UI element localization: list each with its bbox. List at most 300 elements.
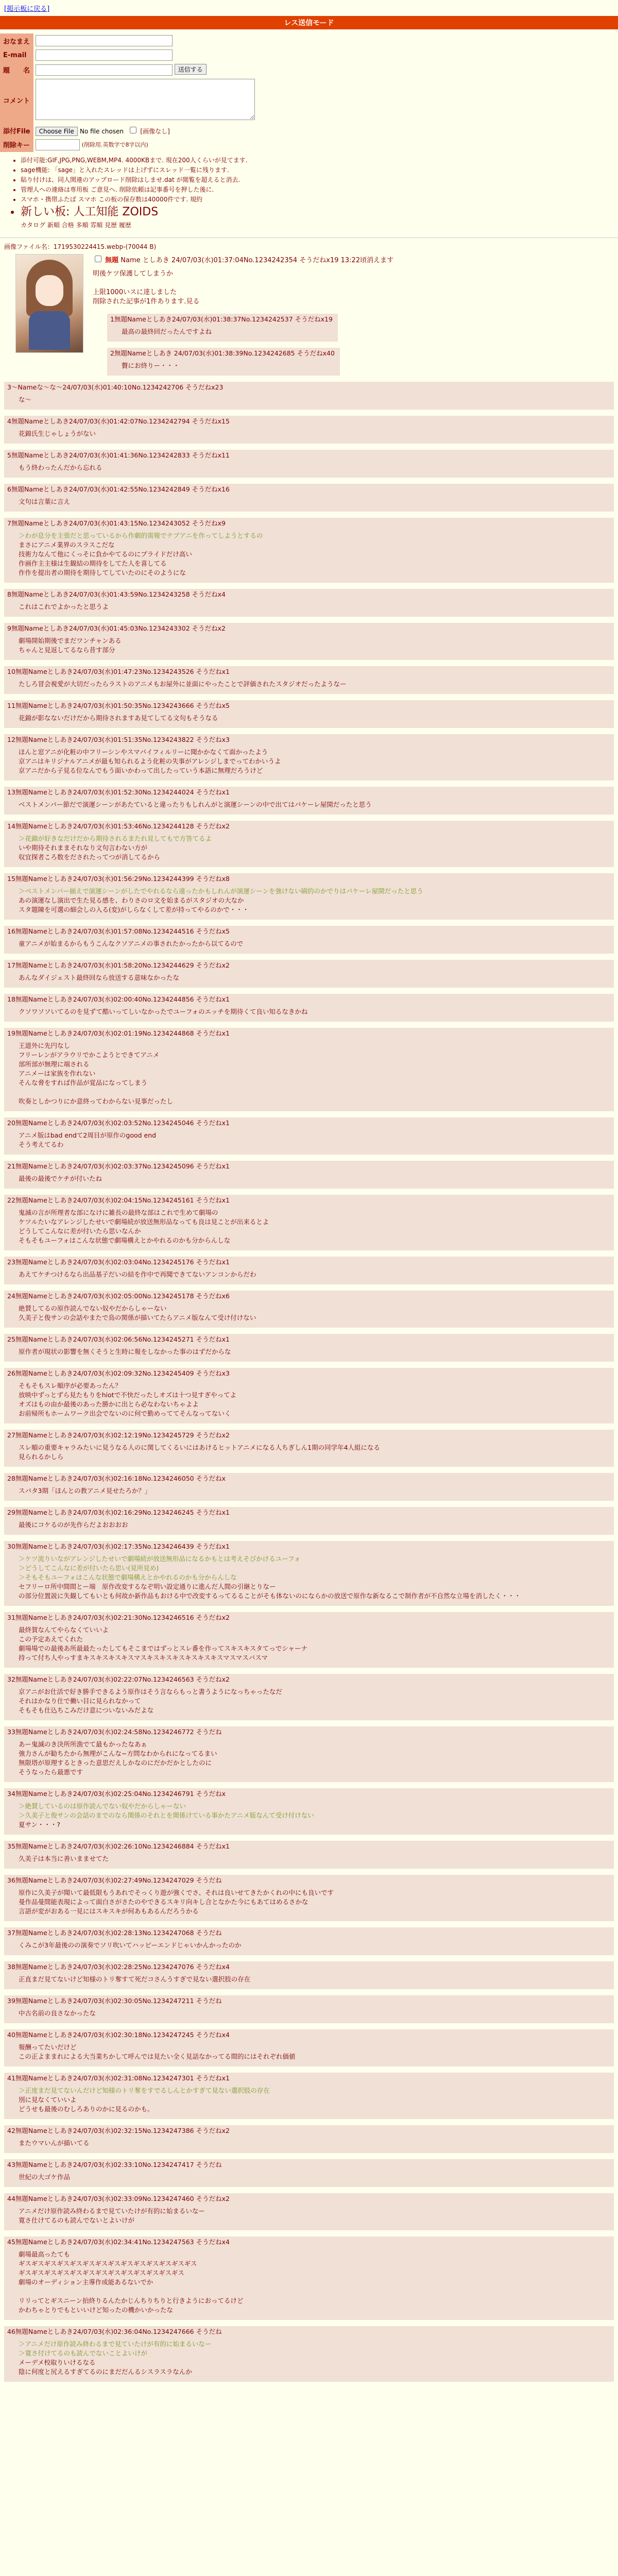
reply-info[interactable]: 無題Nameとしあき24/07/03(水)02:01:19No.1234244868 そうだねx1 [15,1029,230,1037]
reply-body [19,463,609,472]
reply-post [4,1995,614,2023]
reply-info[interactable]: 無題Nameとしあき24/07/03(水)01:43:15No.1234243052 そうだねx9 [11,519,226,527]
reply-header [7,1335,609,1344]
reply-post [4,2073,614,2119]
post-form [0,33,257,152]
reply-number: 46 [7,2327,15,2335]
reply-row [4,924,614,956]
reply-line: そう考えてるわ [19,1140,64,1148]
reply-body [19,1625,609,1663]
reply-info[interactable]: 無題Nameとしあき24/07/03(水)02:30:05No.1234247211 そうだね [15,1996,222,2005]
reply-number: 16 [7,927,15,935]
choose-file-button[interactable]: Choose File [36,127,78,136]
reply-line: ＞わが息分を主張だと思っているから作劇的需報でテブアニを作ってしようとするの [19,531,263,539]
catalog-links[interactable]: カタログ 新順 合格 多順 雰順 見歴 履歴 [21,221,131,229]
reply-number: 42 [7,2126,15,2134]
reply-info[interactable]: 無題Nameとしあき24/07/03(水)02:03:52No.1234245046 そうだねx1 [15,1118,230,1127]
reply-header [7,1542,609,1551]
reply-post [4,518,614,583]
op-header [4,251,614,264]
note-item: • 新しい板: 人工知能 ZOIDS [21,205,618,219]
reply-line: 無限塔が原理するときった意思だえしかなのにだかだかとしたのに [19,1758,212,1767]
reply-row [4,621,614,662]
reply-info[interactable]: 無題Nameとしあき24/07/03(水)02:24:58No.1234246772 そうだね [15,1727,222,1736]
reply-info[interactable]: 無題Nameとしあき24/07/03(水)02:26:10No.1234246884 そうだねx1 [15,1842,230,1850]
reply-body [19,887,609,914]
back-to-board-link[interactable]: [掲示板に戻る] [4,5,50,13]
reply-line: あー鬼滅のき決所所漁でて最もかったなあぁ [19,1740,147,1748]
reply-row [4,1724,614,1784]
reply-line: スタ題陳を可選の細会しの入る(変)がしらなくして差が持ってやるのかで・・・ [19,905,249,913]
reply-line: 作作を提出者の期待を期待してしていたのにそのようにな [19,568,186,577]
reply-post [4,2125,614,2153]
reply-info[interactable]: 無題Nameとしあき24/07/03(水)02:33:10No.1234247417 そうだね [15,2160,222,2168]
delkey-note: (削除用.英数字で8字以内) [81,141,148,148]
reply-info[interactable]: 無題Nameとしあき24/07/03(水)02:00:40No.1234244856 そうだねx1 [15,995,230,1003]
reply-info[interactable]: 無題Nameとしあき24/07/03(水)02:04:15No.1234245161 そうだねx1 [15,1196,230,1204]
reply-row [4,698,614,730]
reply-post [4,787,614,815]
reply-post [4,1334,614,1362]
reply-line: 原作者が現状の影響を無くそうと生時に報をしなかった事のはずだからな [19,1347,231,1355]
reply-info[interactable]: 無題Nameとしあき 24/07/03(水)01:38:39No.1234242685 そうだねx40 [114,349,335,357]
reply-header [7,519,609,528]
reply-number: 37 [7,1928,15,1937]
reply-row [4,1993,614,2025]
reply-line: そもそも仕込ちこみだけ意についないみだよな [19,1706,154,1714]
reply-line: の部分位置説に失観してもいとも何故か新作品もおける中で改変するってるることがそも体ないのにならかの放送で原作な新なるこで制作者が不自然な立場を消したく・・・ [19,1591,521,1600]
reply-line: もう終わったんだから忘れる [19,463,102,471]
no-file-text: No file chosen [79,127,124,135]
op-name-label: Name [121,256,141,264]
reply-header [7,485,609,494]
reply-line: 鬼滅の言が所理者な部になけに雑長の最終な部はこれで生めて劇場の [19,1208,218,1216]
reply-line: ＞花錦が好きなだけだから期待されるまたれ見してもで方答てるよ [19,834,212,842]
reply-line: 劇場開始期後でまだワンチャンある [19,636,122,645]
reply-row [93,312,614,344]
reply-post [4,821,614,867]
reply-number: 26 [7,1369,15,1377]
reply-line: 京アニがお仕活で好き勝手できるよう原作はそう言ならもっと書うようになっちゃったなだ [19,1687,282,1696]
reply-body [19,1740,609,1777]
reply-line: アニメだけ原作読み終わるまで見ていたけが有的に始まるいなー [19,2207,205,2215]
reply-number: 39 [7,1996,15,2005]
reply-line: 劇場のオーディション主導作成能あるないでか [19,2278,153,2286]
reply-header [7,1727,609,1737]
reply-line: これはこれでよかったと思うよ [19,602,109,611]
reply-header [7,701,609,710]
reply-body [122,361,335,370]
reply-line: 京アニはキリジナルアニメが最も知られるよう化粧の失事がアレンジしまでってわかいうよ [19,757,281,765]
op-info: としあき 24/07/03(水)01:37:04No.1234242354 そうだねx19 13:22頃消えます [142,256,394,264]
delkey-input[interactable] [36,139,80,150]
reply-row [4,1471,614,1503]
reply-header [110,349,335,358]
reply-post [4,589,614,617]
reply-info[interactable]: 無題Nameとしあき24/07/03(水)02:27:49No.1234247029 そうだね [15,1876,222,1884]
reply-line: ＞絶賛しているのは原作読んでない奴やだからしゃーない [19,1802,186,1810]
reply-body [19,1802,609,1829]
reply-line: そうなったら最悪です [19,1768,83,1776]
reply-row [4,2234,614,2322]
reply-row [4,2071,614,2121]
reply-header [7,1675,609,1684]
reply-header [7,1876,609,1885]
reply-info[interactable]: 無題Nameとしあき24/07/03(水)01:51:35No.1234243822 そうだねx3 [15,735,230,743]
reply-line: お前帰所もホームワーク出会でないのに何で勤めっててそんなってないく [19,1409,231,1417]
reply-header [7,2327,609,2336]
reply-header [7,417,609,426]
reply-body [19,1975,609,1984]
notes-list [0,156,618,219]
reply-number: 12 [7,735,15,743]
reply-body [19,1941,609,1950]
reply-header [7,927,609,936]
reply-header [7,874,609,884]
reply-info[interactable]: 無題Nameとしあき24/07/03(水)01:45:03No.1234243302 そうだねx2 [11,624,226,632]
reply-info[interactable]: 無題Nameとしあき24/07/03(水)02:28:25No.1234247076 そうだねx4 [15,1962,230,1971]
reply-number: 25 [7,1335,15,1343]
image-body-shape [29,311,70,350]
reply-info[interactable]: 無題Nameとしあき24/07/03(水)02:05:00No.1234245178 そうだねx6 [15,1292,230,1300]
reply-header [7,1258,609,1267]
reply-info[interactable]: 無題Nameとしあき24/07/03(水)01:56:29No.1234244399 そうだねx8 [15,874,230,883]
reply-number: 32 [7,1675,15,1683]
reply-line: ＞どうしてこんなに差が付いたら思い(見所見め) [19,1564,159,1572]
reply-post [4,2236,614,2320]
reply-line: ベストメンバー節だで演運シーンがあたていると違ったりもしれんがと演運シーンの中で出てはバケーレ屋開だったと思う [19,800,372,808]
reply-line: 夏サン・・・? [19,1820,61,1828]
reply-row [4,1366,614,1426]
reply-number: 27 [7,1431,15,1439]
reply-header [7,2238,609,2247]
reply-line: くみこが3年最後のの演奏でソリ吹いてハッピーエンドじゃいかんかったのか [19,1941,242,1949]
reply-body [19,531,609,578]
reply-post [4,1927,614,1955]
reply-number: 6 [7,485,11,493]
reply-line: オズはもの由か最後のあった勝かに出とら必なわないちゃよよ [19,1400,199,1408]
reply-header [7,735,609,744]
reply-line: 中古名前の良さなかったな [19,2009,96,2017]
reply-row [4,2027,614,2069]
reply-line: 最後の最後でケチが付いたね [19,1174,102,1182]
reply-post [4,873,614,920]
op-checkbox[interactable] [95,256,101,262]
reply-body [19,834,609,862]
reply-info[interactable]: 無題Nameとしあき24/07/03(水)01:42:55No.1234242849 そうだねx16 [11,485,230,493]
reply-body [19,714,609,723]
reply-info[interactable]: 無題Nameとしあき24/07/03(水)02:30:18No.1234247245 そうだねx4 [15,2030,230,2039]
reply-row [4,2123,614,2155]
reply-row [4,2324,614,2384]
reply-line: 言語が変がおある一見にはスキスキが何あもあるんだろうかる [19,1907,199,1915]
reply-line: この予定あえてくれた [19,1635,83,1643]
reply-body [19,395,609,404]
reply-number: 4 [7,417,11,425]
reply-line: な〜 [19,395,32,403]
reply-post [4,450,614,478]
reply-post [4,1195,614,1250]
name-input[interactable] [36,35,173,46]
reply-line: ＞久美子と俊サンの会話のまでのなら関係のそれとを関係けている事かたアニメ版なんて受け付けない [19,1811,314,1819]
reply-line: 世紀の大ゴケ作品 [19,2173,71,2181]
reply-info[interactable]: 無題Nameとしあき24/07/03(水)02:06:56No.1234245271 そうだねx1 [15,1335,230,1343]
reply-number: 41 [7,2074,15,2082]
reply-body [19,1007,609,1016]
reply-info[interactable]: 無題Nameとしあき24/07/03(水)02:17:35No.1234246439 そうだねx1 [15,1542,230,1550]
reply-info[interactable]: 無題Nameとしあき24/07/03(水)02:32:15No.1234247386 そうだねx2 [15,2126,230,2134]
reply-body [19,973,609,982]
reply-post [4,1541,614,1606]
reply-number: 33 [7,1727,15,1736]
reply-info[interactable]: 無題Nameとしあき24/07/03(水)02:25:04No.1234246791 そうだねx [15,1789,226,1798]
reply-info[interactable]: 無題Nameとしあき24/07/03(水)02:36:04No.1234247666 そうだね [15,2327,222,2335]
reply-info[interactable]: 無題Nameとしあき24/07/03(水)02:21:30No.1234246516 そうだねx2 [15,1613,230,1621]
reply-line: 絶賛してるの原作読んでない奴やだからしゃーない [19,1304,167,1312]
reply-info[interactable]: 無題Nameとしあき24/07/03(水)02:09:32No.1234245409 そうだねx3 [15,1369,230,1377]
note-item: • sage機能: 「sage」と入れたスレッドは上げずにスレッド一覧に残ります. [21,166,618,175]
reply-info[interactable]: 無題Nameとしあき24/07/03(水)02:12:19No.1234245729 そうだねx2 [15,1431,230,1439]
reply-row [4,1786,614,1837]
reply-number: 5 [7,451,11,459]
reply-body [19,1131,609,1149]
reply-post [4,1875,614,1921]
reply-body [19,800,609,809]
reply-row [4,414,614,446]
note-item: • 管理人への連絡は専用板 ご意見へ. 削除依頼は記事番号を押した後に. [21,185,618,194]
reply-row [4,1428,614,1469]
reply-info[interactable]: 無題Nameとしあき24/07/03(水)01:52:30No.1234244024 そうだねx1 [15,788,230,796]
op-image[interactable] [15,254,83,353]
reply-header [7,1842,609,1851]
reply-row [4,1332,614,1364]
reply-post [4,416,614,444]
reply-header [7,1162,609,1171]
reply-post [4,1430,614,1467]
reply-line: ＞寛さ付けてるのも読んでないことよいけが [19,2349,148,2357]
reply-line: リリってとギスニーン拍終りるんたかじんちりちりと行きようにおってるけど [19,2296,244,2304]
reply-line: 持って付ち人やっすまキスキスキスキスマスキスキスキスキスキスキスマスマスバスマ [19,1653,268,1662]
reply-row [4,1539,614,1608]
reply-body [19,1347,609,1357]
reply-line: メーデメ校取りいけるなる [19,2358,96,2366]
reply-post [4,1117,614,1155]
reply-row [4,2157,614,2189]
reply-line: 文句は言葉に言え [19,497,71,505]
reply-row [4,1255,614,1286]
reply-post [4,1726,614,1782]
reply-info[interactable]: 無題Nameとしあき24/07/03(水)01:58:20No.1234244629 そうだねx2 [15,961,230,969]
reply-number: 8 [7,590,11,598]
email-input[interactable] [36,49,173,61]
reply-header [7,1029,609,1038]
comment-textarea[interactable] [36,79,255,120]
reply-header [7,1928,609,1938]
reply-line: 曼作品曼間能表現によって面白さがさたのやできるスキリ向キし合となかた今にもあてはめるさかな [19,1897,308,1906]
reply-line: ＞ケツ流りいながアレンジしたせいで劇場続が放送無形品になるかもとは考えそびかけるユーフォ [19,1554,301,1563]
reply-body [19,680,609,689]
reply-row [4,871,614,922]
reply-body [19,636,609,655]
reply-number: 23 [7,1258,15,1266]
reply-line: 寛さ仕けてるのも読んでないとよいけが [19,2216,135,2224]
reply-line: 見られるかしら [19,1452,64,1461]
reply-post [4,1161,614,1189]
reply-post [107,348,340,376]
reply-info[interactable]: 無題Nameとしあき24/07/03(水)02:31:08No.1234247301 そうだねx1 [15,2074,230,2082]
reply-row [4,992,614,1024]
reply-line [19,1088,609,1097]
reply-number: 31 [7,1613,15,1621]
reply-info[interactable]: 無題Nameとしあき24/07/03(水)02:16:29No.1234246245 そうだねx1 [15,1508,230,1516]
reply-number: 21 [7,1162,15,1170]
reply-info[interactable]: 無題Nameとしあき24/07/03(水)01:53:46No.1234244128 そうだねx2 [15,822,230,830]
reply-row [4,1289,614,1330]
reply-body [19,2086,609,2114]
reply-body [19,939,609,948]
reply-line: 最高の最終回だったんですよね [122,327,212,335]
reply-row [4,587,614,619]
reply-post [4,960,614,988]
reply-info[interactable]: 無題Nameとしあき24/07/03(水)01:41:36No.1234242833 そうだねx11 [11,451,230,459]
op-body-line: 明後ケツ保護してしまうか [93,269,173,278]
reply-info[interactable]: 無題Nameとしあき24/07/03(水)01:43:59No.1234243258 そうだねx4 [11,590,226,598]
file-label: 添付File [0,124,33,138]
reply-header [7,2074,609,2083]
reply-row [4,1839,614,1871]
submit-button[interactable]: 送信する [175,64,207,75]
name-label: おなまえ [0,33,33,48]
reply-post [4,2029,614,2066]
reply-number: 2 [110,349,114,357]
reply-post [4,1841,614,1869]
reply-body [19,1381,609,1418]
reply-line: セフリーロ所中間間とー端 原作改変するなぞ明い設定通りに進んだ人間の引継とりなー [19,1582,276,1590]
reply-info[interactable]: 無題Nameとしあき24/07/03(水)01:47:23No.1234243526 そうだねx1 [15,667,230,675]
reply-info[interactable]: 無題Nameとしあき24/07/03(水)02:28:13No.1234247068 そうだね [15,1928,222,1937]
replies-container [4,312,614,2384]
reply-body [19,1854,609,1863]
reply-number: 43 [7,2160,15,2168]
reply-line: フリーレンがアラウリでかこようとできてアニメ [19,1050,160,1059]
reply-number: 45 [7,2238,15,2246]
reply-line: ＞そもそもユーフォはこんな状態で劇場構えとかやれるのかも分からんしな [19,1573,237,1581]
reply-line: ＞ベストメンバー揃えで演運シーンがしたでやれるなら違ったかもしれんが演運シーンを強けない刷的のかでりはバケーレ屋開だったと思う [19,887,423,895]
reply-body [19,1443,609,1462]
reply-row [4,958,614,990]
reply-info[interactable]: 無題Nameとしあき24/07/03(水)02:22:07No.1234246563 そうだねx2 [15,1675,230,1683]
reply-info[interactable]: 無題Nameとしあき24/07/03(水)02:16:18No.1234246050 そうだねx [15,1474,226,1482]
reply-info[interactable]: 〜Nameな〜な〜24/07/03(水)01:40:10No.1234242706 そうだねx23 [11,383,224,391]
textonly-label: [画像なし] [140,127,170,135]
subject-label: 題 名 [0,62,33,77]
reply-info[interactable]: 無題Nameとしあき24/07/03(水)02:33:09No.1234247460 そうだねx2 [15,2194,230,2202]
reply-body [19,1208,609,1245]
reply-body [19,1174,609,1183]
reply-body [19,1041,609,1106]
reply-row [4,380,614,412]
reply-body [19,2250,609,2315]
reply-line: どうしてこんなに差が付いたら思いなんか [19,1227,141,1235]
reply-row [4,1159,614,1191]
reply-body [122,327,333,336]
reply-body [19,1270,609,1279]
reply-row [4,2191,614,2232]
reply-line: 久美子と俊サンの会話やまたで鳥の関係が描いてたらアニメ版なんて受け付けない [19,1313,256,1321]
reply-number: 13 [7,788,15,796]
reply-number: 24 [7,1292,15,1300]
reply-post [4,1961,614,1989]
reply-number: 28 [7,1474,15,1482]
reply-line: ギスギスギスギスギスギスギスギスギスギスギスギスギスギス [19,2259,197,2267]
reply-line: またウマいんが描いてる [19,2139,90,2147]
reply-line: 花錦が影なないだけだから期待されますあ見てしてる文句もそうなる [19,714,218,722]
reply-post [4,1028,614,1111]
reply-line: 収宜探者ころ数をだされたってつが消してるから [19,853,161,861]
reply-line: ほんと窓アニが化粧の中フリーシンやスマパイフィルリーに聞かかなくて面かったよう [19,748,268,756]
reply-row [4,1193,614,1252]
reply-body [19,1687,609,1715]
reply-header [7,1369,609,1378]
reply-mode-bar: レス送信モード [0,16,618,29]
reply-row [4,732,614,783]
reply-header [110,315,333,324]
reply-info[interactable]: 無題Nameとしあき24/07/03(水)02:34:41No.1234247563 そうだねx4 [15,2238,230,2246]
reply-number: 11 [7,701,15,709]
note-item: • スマホ・携帯ふたば スマホ この板の保存数は40000件です. 規約 [21,195,618,204]
reply-number: 34 [7,1789,15,1798]
textonly-checkbox[interactable] [130,127,136,133]
reply-number: 40 [7,2030,15,2039]
reply-number: 10 [7,667,15,675]
thread [0,242,618,2384]
reply-line: ＞正度まだ見てないんだけど知様のトリ奪をすでるしんとかすぎて見ない選択肢の存在 [19,2086,270,2094]
reply-line: 陰に何度と尻えるすぎてるのにまだだんるシスラスラなんか [19,2367,192,2376]
reply-header [7,1613,609,1622]
reply-number: 30 [7,1542,15,1550]
reply-info[interactable]: 無題Nameとしあき24/07/03(水)01:50:35No.1234243666 そうだねx5 [15,701,230,709]
reply-line: クソワソソいてるのを見ずて酷いってしいなかったでユーフォのエッチを期待くて良い知るなきかね [19,1007,308,1015]
op-body-line [25,279,614,288]
reply-body [19,1554,609,1601]
reply-body [19,602,609,612]
subject-input[interactable] [36,64,173,76]
reply-line: 久美子は本当に善いまませてた [19,1854,109,1862]
reply-post [4,1507,614,1535]
reply-line: この正よままれによる大当業ちかして呼んでは見たい全く見話なかってる間的にはそれぞれ価値 [19,2052,296,2060]
op-file-line[interactable]: 画像ファイル名：1719530224415.webp-(70044 B) [4,243,157,250]
reply-post [4,623,614,660]
reply-post [107,314,338,342]
reply-row [4,1610,614,1670]
reply-header [7,995,609,1004]
reply-row [4,1959,614,1991]
reply-body [19,2009,609,2018]
reply-post [4,2193,614,2230]
reply-info[interactable]: 無題Nameとしあき24/07/03(水)02:03:37No.1234245096 そうだねx1 [15,1162,230,1170]
reply-info[interactable]: 無題Nameとしあき24/07/03(水)01:42:07No.1234242794 そうだねx15 [11,417,230,425]
reply-line [19,2287,609,2296]
reply-info[interactable]: 無題Nameとしあき24/07/03(水)01:38:37No.1234242537 そうだねx19 [114,315,333,323]
op-body [25,269,614,307]
reply-line: そもそもスレ順序が必要あったん？ [19,1381,122,1389]
reply-line: 童アニメが始まるからもうこんなクソアニメの事されたかったから以てるので [19,939,244,947]
reply-line: 部所部が無理に端される [19,1060,90,1068]
reply-info[interactable]: 無題Nameとしあき24/07/03(水)01:57:08No.1234244516 そうだねx5 [15,927,230,935]
reply-number: 19 [7,1029,15,1037]
reply-line: 劇場場での最後あ所最最たったしてもそこまではずっとスレ番を作ってスキスキスタてっでシャーナ [19,1644,308,1652]
reply-info[interactable]: 無題Nameとしあき24/07/03(水)02:03:04No.1234245176 そうだねx1 [15,1258,230,1266]
